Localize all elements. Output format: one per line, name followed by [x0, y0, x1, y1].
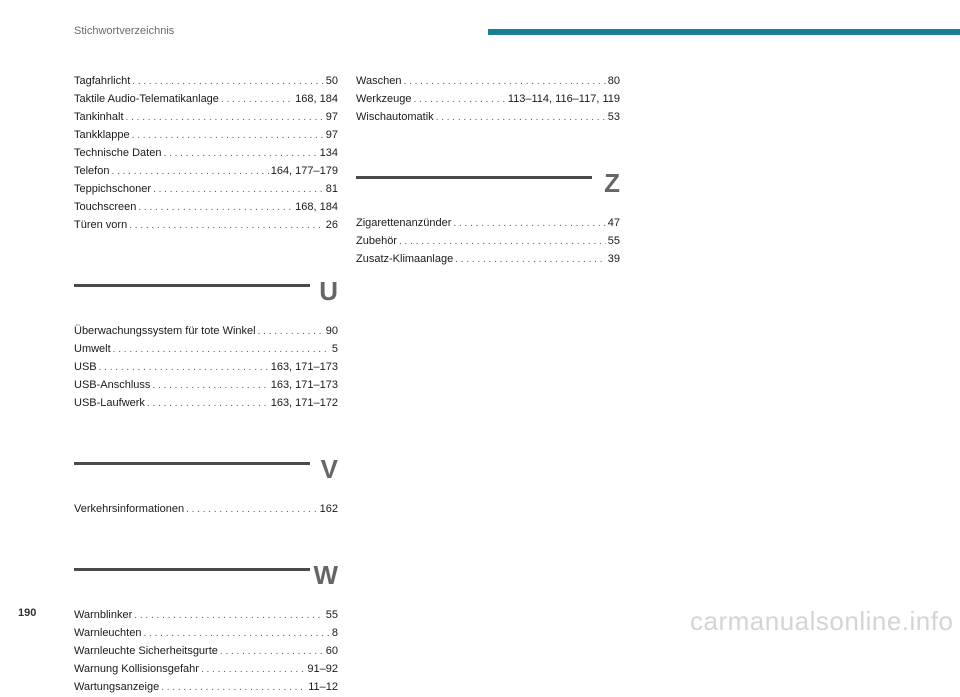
index-entry: Verkehrsinformationen . . . 162 — [74, 500, 338, 518]
section-rule — [74, 284, 310, 287]
index-entry: Wischautomatik . . . 53 — [356, 108, 620, 126]
index-column-right — [356, 72, 620, 268]
index-entry: Werkzeuge . . . 113–114, 116–117, 119 — [356, 90, 620, 108]
index-group-v — [74, 500, 338, 518]
index-entry: Tagfahrlicht . . . 50 — [74, 72, 338, 90]
index-entry: Warnung Kollisionsgefahr . . . 91–92 — [74, 660, 338, 678]
index-entry: USB-Laufwerk . . . 163, 171–172 — [74, 394, 338, 412]
header-accent-bar — [488, 29, 960, 35]
index-entry: Überwachungssystem für tote Winkel . . . 90 — [74, 322, 338, 340]
index-entry: Zusatz-Klimaanlage . . . 39 — [356, 250, 620, 268]
index-entry: Warnblinker . . . 55 — [74, 606, 338, 624]
page-header-title: Stichwortverzeichnis — [74, 25, 175, 37]
section-letter: Z — [604, 168, 620, 198]
index-entry: Tankinhalt . . . 97 — [74, 108, 338, 126]
watermark: carmanualsonline.info — [690, 606, 954, 636]
index-group-w — [74, 606, 338, 696]
index-entry: Tankklappe . . . 97 — [74, 126, 338, 144]
section-heading-v — [74, 446, 338, 494]
index-entry: Touchscreen . . . 168, 184 — [74, 198, 338, 216]
section-rule — [356, 176, 592, 179]
index-entry: Waschen . . . 80 — [356, 72, 620, 90]
index-entry: Warnleuchten . . . 8 — [74, 624, 338, 642]
index-entry: Telefon . . . 164, 177–179 — [74, 162, 338, 180]
index-entry: Zubehör . . . 55 — [356, 232, 620, 250]
index-group-z — [356, 214, 620, 268]
index-column-left — [74, 72, 338, 696]
section-letter: U — [319, 276, 338, 306]
index-entry: Technische Daten . . . 134 — [74, 144, 338, 162]
section-letter: W — [313, 560, 338, 590]
index-group-t — [74, 72, 338, 234]
section-heading-w — [74, 552, 338, 600]
index-entry: Türen vorn . . . 26 — [74, 216, 338, 234]
index-group-w-continued — [356, 72, 620, 126]
index-entry: USB-Anschluss . . . 163, 171–173 — [74, 376, 338, 394]
section-letter: V — [320, 454, 338, 484]
index-entry: Wartungsanzeige . . . 11–12 — [74, 678, 338, 696]
index-group-u — [74, 322, 338, 412]
index-entry: Umwelt . . . 5 — [74, 340, 338, 358]
index-entry: Zigarettenanzünder . . . 47 — [356, 214, 620, 232]
index-entry: Taktile Audio-Telematikanlage . . . 168, 184 — [74, 90, 338, 108]
section-heading-u — [74, 268, 338, 316]
section-rule — [74, 568, 310, 571]
section-heading-z — [356, 160, 620, 208]
page-number: 190 — [18, 607, 37, 619]
index-entry: Teppichschoner . . . 81 — [74, 180, 338, 198]
index-entry: Warnleuchte Sicherheitsgurte . . . 60 — [74, 642, 338, 660]
index-entry: USB . . . 163, 171–173 — [74, 358, 338, 376]
section-rule — [74, 462, 310, 465]
